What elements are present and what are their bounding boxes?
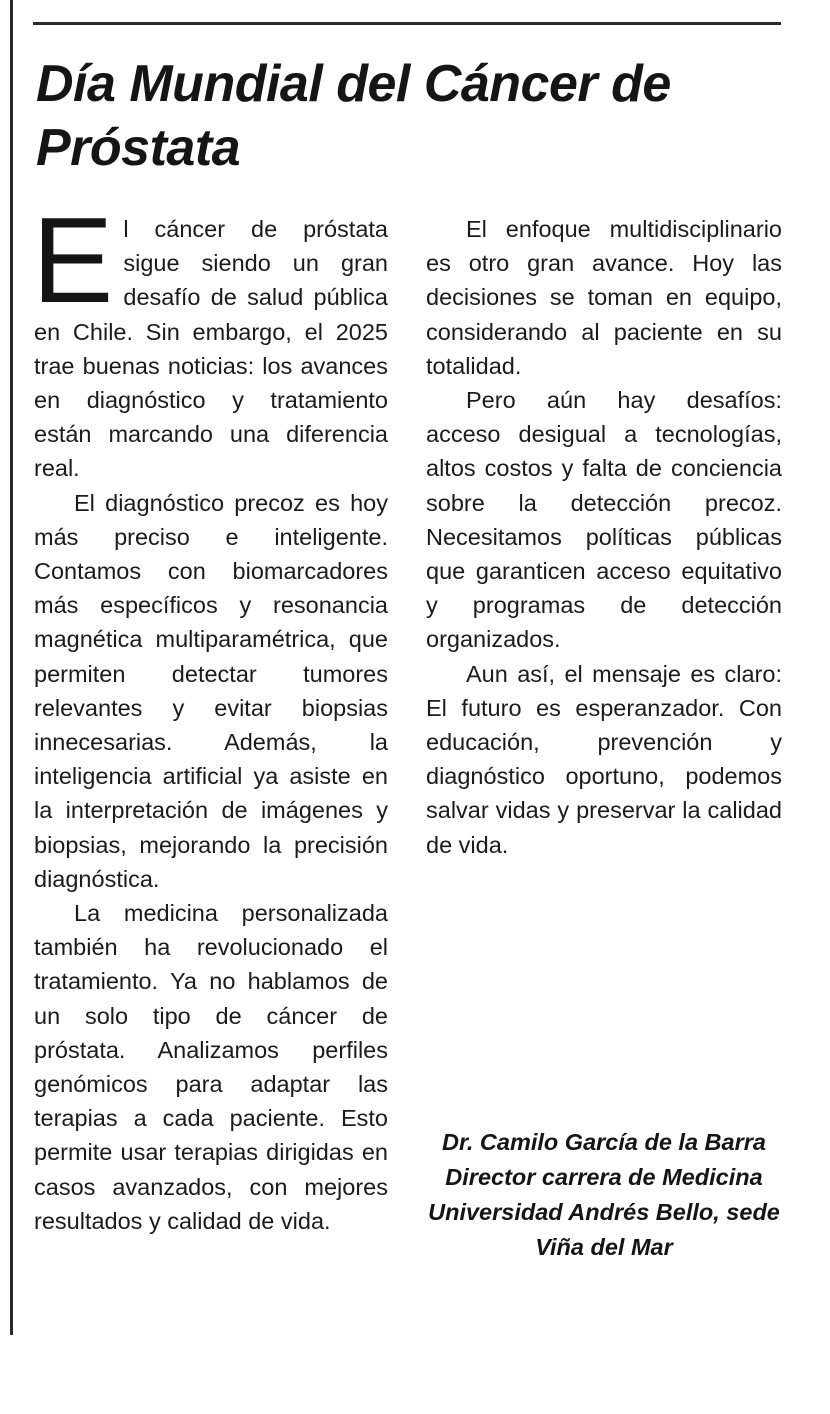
article-paragraph-2: El diagnóstico precoz es hoy más preciso e inteligente. Contamos con biomarcadores más específicos y resonancia magnética multiparamétrica, que permiten detectar tumores relevantes y evitar biopsias innecesarias. Además, la inteligencia artificial ya asiste en la interpretación de imágenes y biopsias, mejorando la precisión diagnóstica. bbox=[34, 489, 388, 892]
paragraph-1-text: l cáncer de próstata sigue siendo un gran desafío de salud pública en Chile. Sin embargo, el 2025 trae buenas noticias: los avances en diagnóstico y tratamiento están marcando una diferencia real. bbox=[34, 216, 388, 482]
article-paragraph-6: Aun así, el mensaje es claro: El futuro es esperanzador. Con educación, prevención y diagnóstico oportuno, podemos salvar vidas y preservar la calidad de vida. bbox=[426, 660, 782, 858]
article-paragraph-4: El enfoque multidisciplinario es otro gran avance. Hoy las decisiones se toman en equipo, considerando al paciente en su totalidad. bbox=[426, 216, 782, 379]
article-paragraph-3: La medicina personalizada también ha revolucionado el tratamiento. Ya no hablamos de un solo tipo de cáncer de próstata. Analizamos perfiles genómicos para adaptar las terapias a cada paciente. Esto permite usar terapias dirigidas en casos avanzados, con mejores resultados y calidad de vida. bbox=[34, 900, 388, 1234]
drop-cap: E bbox=[32, 192, 114, 328]
article-paragraph-5: Pero aún hay desafíos: acceso desigual a tecnologías, altos costos y falta de conciencia sobre la detección precoz. Necesitamos políticas públicas que garanticen acceso equitativo y programas de detección organizados. bbox=[426, 387, 782, 653]
top-rule bbox=[33, 22, 781, 25]
article-paragraph-1 bbox=[32, 192, 388, 486]
author-role: Director carrera de Medicina Universidad Andrés Bello, sede Viña del Mar bbox=[428, 1164, 780, 1260]
article-column-right bbox=[426, 212, 782, 862]
article-title: Día Mundial del Cáncer de Próstata bbox=[36, 55, 671, 177]
author-signature bbox=[426, 1125, 782, 1265]
author-name: Dr. Camilo García de la Barra bbox=[442, 1129, 766, 1155]
article-column-left bbox=[32, 192, 388, 1238]
left-column-rule bbox=[10, 0, 13, 1335]
